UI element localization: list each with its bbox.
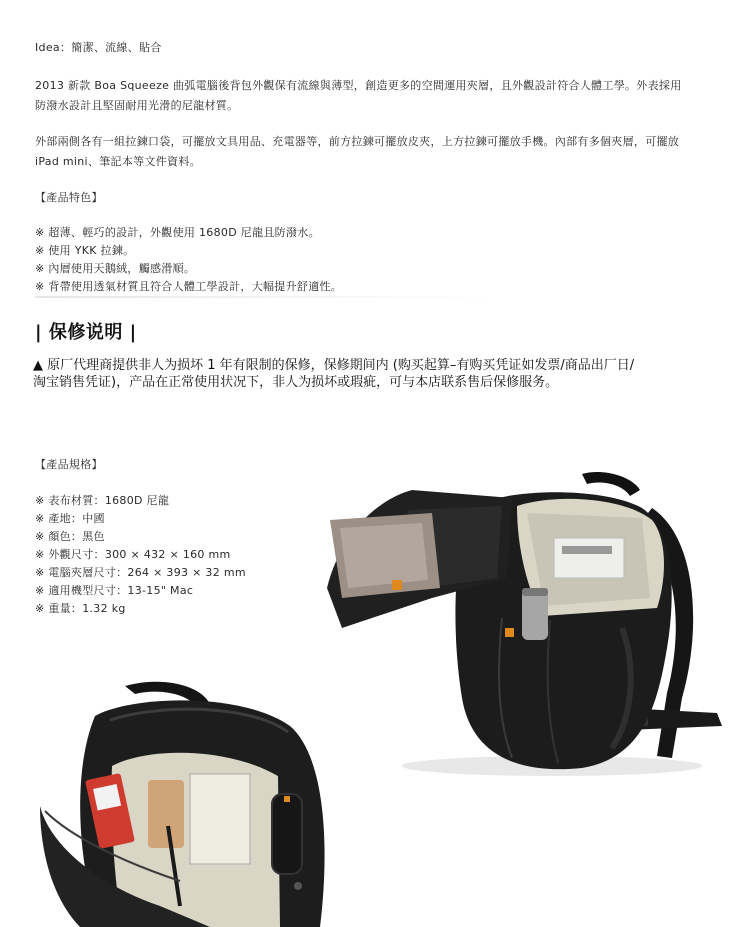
feature-item: ※ 內層使用天鵝絨，觸感滑順。 — [35, 262, 196, 275]
intro-line: 2013 新款 Boa Squeeze 曲弧電腦後背包外觀保有流線與薄型，創造更多的空間運用夾層，且外觀設計符合人體工學。外表採用 — [35, 79, 682, 92]
warranty-line: ▲ 原厂代理商提供非人为损坏 1 年有限制的保修，保修期间内 (购买起算–有购买凭证如发票/商品出厂日/ — [33, 358, 635, 373]
specs-heading: 【產品規格】 — [35, 458, 103, 471]
pockets-line: 外部兩側各有一組拉鍊口袋，可擺放文具用品、充電器等，前方拉鍊可擺放皮夾，上方拉鍊可擺放手機。內部有多個夾層，可擺放 — [35, 135, 680, 148]
intro-line: 防潑水設計且堅固耐用光滑的尼龍材質。 — [35, 99, 239, 112]
spec-item: ※ 顏色：黑色 — [35, 530, 105, 543]
spec-item: ※ 外觀尺寸：300 × 432 × 160 mm — [35, 548, 231, 561]
warranty-heading: | 保修说明 | — [35, 322, 137, 343]
spec-item: ※ 表布材質：1680D 尼龍 — [35, 494, 170, 507]
features-heading: 【產品特色】 — [35, 191, 103, 204]
feature-item: ※ 超薄、輕巧的設計，外觀使用 1680D 尼龍且防潑水。 — [35, 226, 320, 239]
backpack-front-pocket-photo — [40, 676, 330, 927]
divider — [35, 296, 495, 298]
warranty-text — [33, 357, 713, 391]
pockets-line: iPad mini、筆記本等文件資料。 — [35, 155, 201, 168]
warranty-line: 淘宝销售凭证)，产品在正常使用状况下，非人为损坏或瑕疵，可与本店联系售后保修服务。 — [33, 375, 559, 390]
feature-item: ※ 使用 YKK 拉鍊。 — [35, 244, 135, 257]
intro-paragraph — [35, 76, 715, 116]
features-list — [35, 224, 342, 296]
spec-item: ※ 產地：中國 — [35, 512, 105, 525]
idea-line: Idea：簡潔、流線、貼合 — [35, 41, 162, 54]
specs-list — [35, 492, 246, 618]
spec-item: ※ 重量：1.32 kg — [35, 602, 126, 615]
pockets-paragraph — [35, 132, 715, 172]
spec-item: ※ 適用機型尺寸：13-15" Mac — [35, 584, 194, 597]
backpack-open-photo — [322, 468, 727, 780]
spec-item: ※ 電腦夾層尺寸：264 × 393 × 32 mm — [35, 566, 246, 579]
feature-item: ※ 背帶使用透氣材質且符合人體工學設計，大幅提升舒適性。 — [35, 280, 343, 293]
